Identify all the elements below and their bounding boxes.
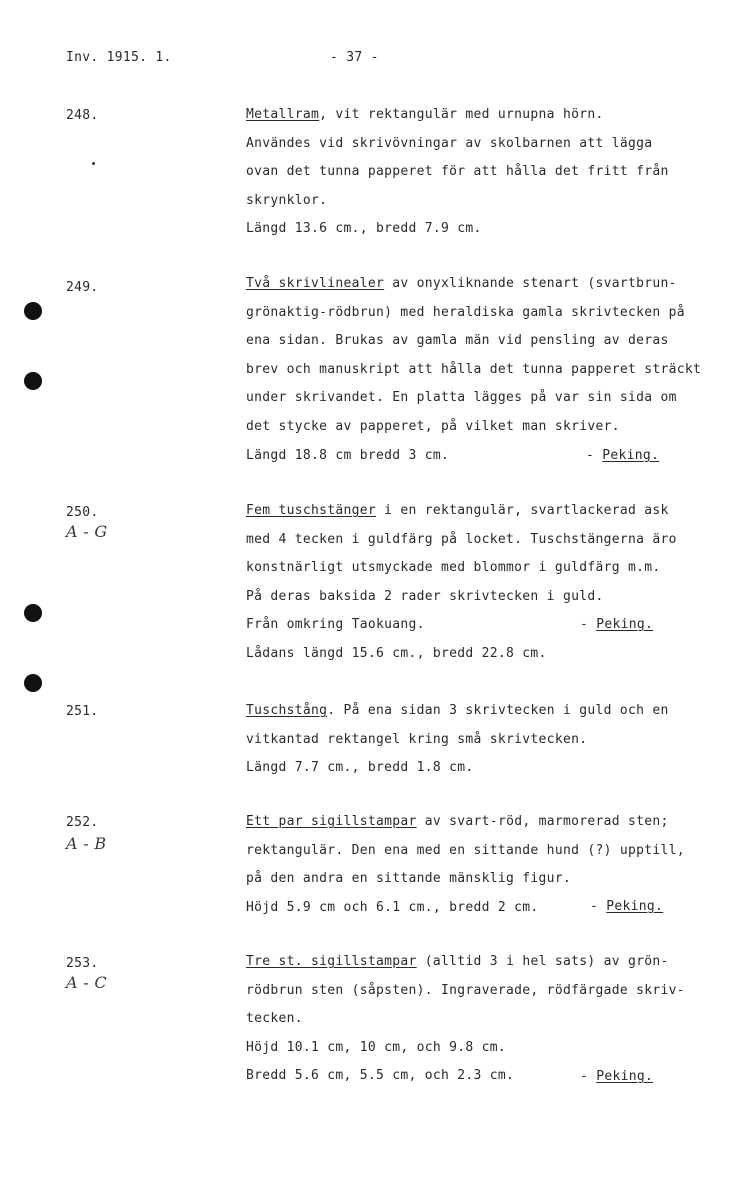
punch-hole xyxy=(24,302,42,320)
handwritten-annotation: A - C xyxy=(66,973,107,992)
punch-hole xyxy=(24,604,42,622)
handwritten-annotation: A - G xyxy=(66,522,108,541)
entry-number: 253. xyxy=(66,956,99,971)
entry-line: Fem tuschstänger i en rektangulär, svartlackerad ask xyxy=(246,503,669,518)
place-label: - Peking. xyxy=(580,617,654,632)
entry-line: vitkantad rektangel kring små skrivtecken. xyxy=(246,731,588,747)
entry-line: grönaktig-rödbrun) med heraldiska gamla skrivtecken på xyxy=(246,304,685,320)
entry-line: Tuschstång. På ena sidan 3 skrivtecken i guld och en xyxy=(246,703,669,718)
entry-248 xyxy=(246,101,716,244)
place-label: - Peking. xyxy=(580,1069,654,1084)
entry-line: tecken. xyxy=(246,1011,303,1027)
entry-line: brev och manuskript att hålla det tunna papperet sträckt xyxy=(246,361,702,377)
entry-line: med 4 tecken i guldfärg på locket. Tuschstängerna äro xyxy=(246,531,677,547)
entry-line: Lådans längd 15.6 cm., bredd 22.8 cm. xyxy=(246,645,547,661)
entry-line: Ett par sigillstampar av svart-röd, marmorerad sten; xyxy=(246,814,669,829)
entry-line: konstnärligt utsmyckade med blommor i guldfärg m.m. xyxy=(246,560,661,576)
place-label: - Peking. xyxy=(590,899,664,914)
entry-line: ovan det tunna papperet för att hålla det fritt från xyxy=(246,164,669,180)
entry-number: 250. xyxy=(66,505,99,520)
entry-251 xyxy=(246,697,716,783)
entry-line: på den andra en sittande mänsklig figur. xyxy=(246,871,572,887)
ink-speck xyxy=(92,162,95,165)
entry-line: rödbrun sten (såpsten). Ingraverade, rödfärgade skriv- xyxy=(246,982,685,998)
entry-249 xyxy=(246,270,716,470)
entry-line: Två skrivlinealer av onyxliknande stenart (svartbrun- xyxy=(246,276,677,291)
entry-number: 251. xyxy=(66,704,99,719)
punch-hole xyxy=(24,674,42,692)
entry-line: Tre st. sigillstampar (alltid 3 i hel sats) av grön- xyxy=(246,954,669,969)
entry-line: Bredd 5.6 cm, 5.5 cm, och 2.3 cm. xyxy=(246,1068,515,1084)
entry-line: det stycke av papperet, på vilket man skriver. xyxy=(246,418,620,434)
entry-number: 248. xyxy=(66,108,99,123)
entry-line: under skrivandet. En platta lägges på var sin sida om xyxy=(246,390,677,406)
entry-line: Längd 7.7 cm., bredd 1.8 cm. xyxy=(246,760,474,776)
punch-hole xyxy=(24,372,42,390)
entry-number: 252. xyxy=(66,815,99,830)
entry-line: Längd 13.6 cm., bredd 7.9 cm. xyxy=(246,221,482,237)
entry-250 xyxy=(246,497,716,669)
entry-number: 249. xyxy=(66,280,99,295)
entry-line: På deras baksida 2 rader skrivtecken i guld. xyxy=(246,588,604,604)
entry-line: rektangulär. Den ena med en sittande hund (?) upptill, xyxy=(246,842,685,858)
entry-line: Höjd 5.9 cm och 6.1 cm., bredd 2 cm. xyxy=(246,899,539,915)
place-label: - Peking. xyxy=(586,448,660,463)
handwritten-annotation: A - B xyxy=(66,834,107,853)
entry-line: skrynklor. xyxy=(246,192,328,208)
entry-line: ena sidan. Brukas av gamla män vid pensling av deras xyxy=(246,333,669,349)
entry-line: Metallram, vit rektangulär med urnupna hörn. xyxy=(246,107,604,122)
entry-line: Längd 18.8 cm bredd 3 cm. xyxy=(246,447,450,463)
page-number: - 37 - xyxy=(330,50,379,65)
inventory-header: Inv. 1915. 1. xyxy=(66,50,172,65)
entry-line: Höjd 10.1 cm, 10 cm, och 9.8 cm. xyxy=(246,1039,507,1055)
entry-line: Användes vid skrivövningar av skolbarnen att lägga xyxy=(246,135,653,151)
entry-line: Från omkring Taokuang. xyxy=(246,617,425,633)
